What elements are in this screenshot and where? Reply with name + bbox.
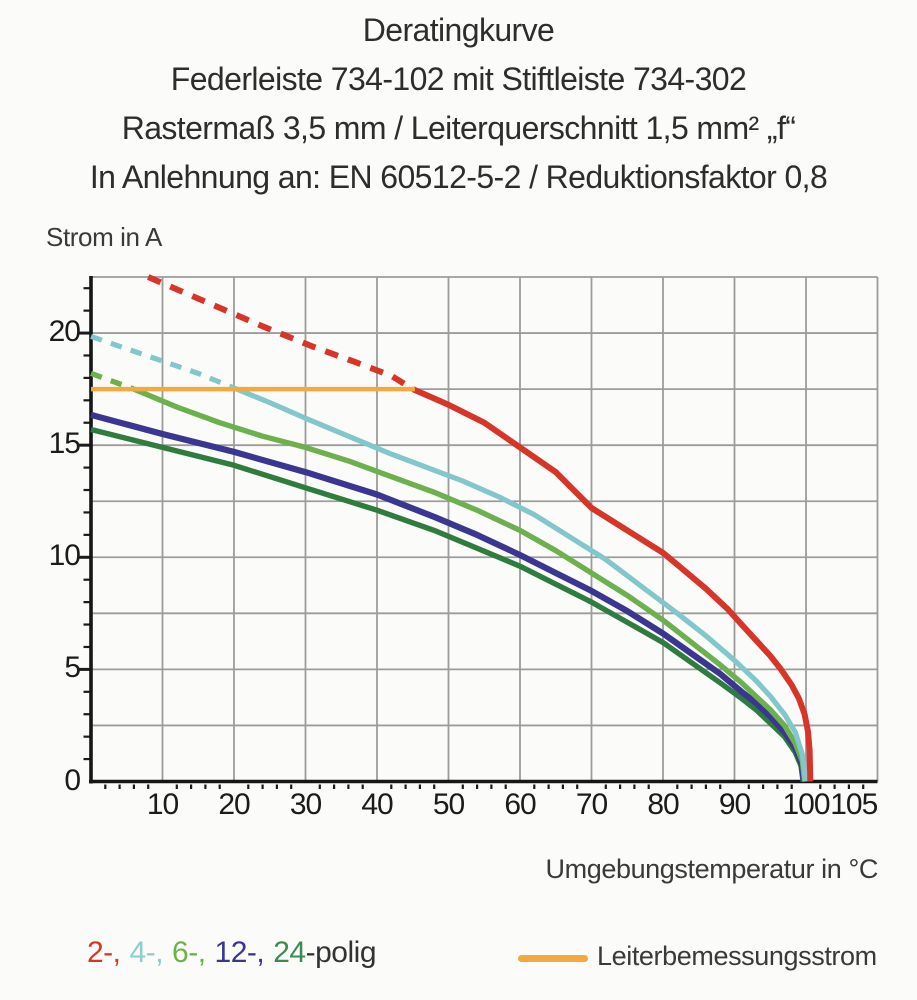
y-tick-label: 20 [48, 315, 80, 349]
x-tick-label: 40 [361, 788, 393, 821]
x-tick-label: 20 [218, 788, 250, 821]
legend-pole-label: 12-, [214, 936, 265, 969]
x-tick-label: 70 [575, 788, 608, 821]
y-axis-title: Strom in A [46, 222, 162, 252]
legend-pole-label: 6-, [172, 936, 206, 969]
curve-6-polig-dashed [91, 373, 134, 389]
title-line-2: Federleiste 734-102 mit Stiftleiste 734-302 [170, 61, 747, 97]
legend-pole-label: 2-, [87, 936, 121, 969]
x-tick-label: 60 [504, 788, 536, 821]
curve-12-polig [91, 415, 804, 782]
x-tick-label: 100 [782, 788, 830, 821]
x-tick-label: 30 [289, 788, 322, 821]
title-line-3: Rastermaß 3,5 mm / Leiterquerschnitt 1,5 mm² „f“ [121, 110, 796, 146]
legend-reference-swatch [518, 955, 588, 962]
x-tick-label: 50 [432, 788, 465, 821]
y-tick-label: 0 [64, 763, 80, 797]
y-tick-label: 10 [48, 539, 80, 573]
x-tick-label: 10 [146, 788, 179, 821]
title-line-1: Deratingkurve [362, 12, 555, 48]
legend-pole-label: 24 [273, 936, 306, 969]
x-axis-title: Umgebungstemperatur in °C [545, 854, 878, 884]
legend-reference-label: Leiterbemessungsstrom [597, 941, 877, 971]
title-line-4: In Anlehnung an: EN 60512-5-2 / Reduktionsfaktor 0,8 [89, 159, 828, 195]
x-tick-label: 90 [718, 788, 751, 821]
y-tick-label: 5 [64, 651, 80, 685]
y-tick-label: 15 [48, 427, 80, 461]
curve-24-polig [91, 430, 803, 782]
legend-pole-label: -polig [305, 936, 376, 969]
legend-poles [87, 936, 376, 970]
legend-pole-label: 4-, [129, 936, 164, 969]
x-tick-label: 105 [830, 788, 878, 821]
x-tick-label: 80 [647, 788, 679, 821]
